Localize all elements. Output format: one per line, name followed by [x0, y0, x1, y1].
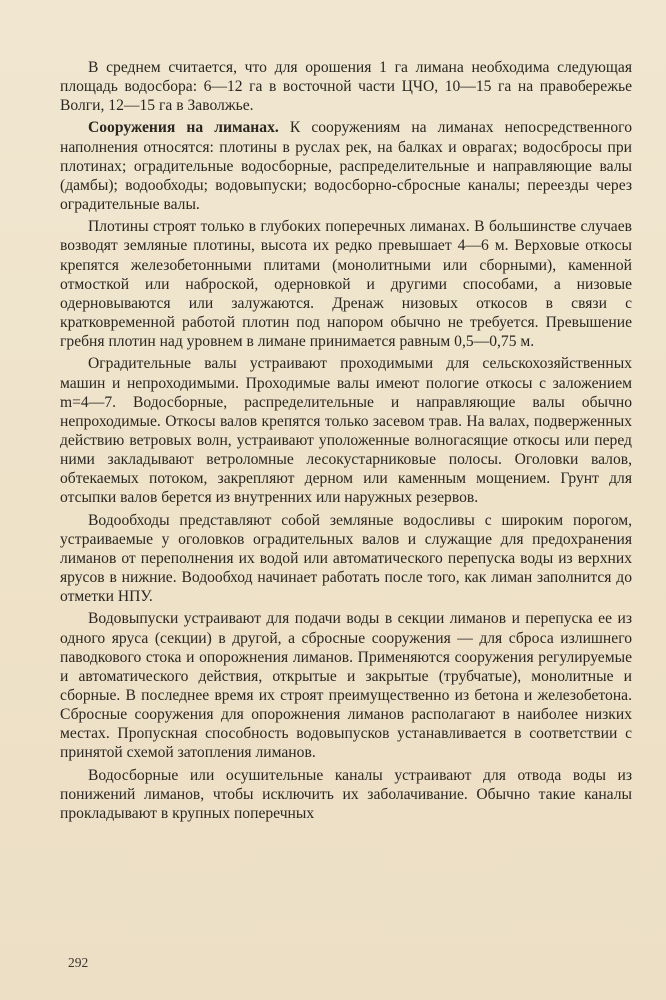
section-heading: Сооружения на лиманах.: [88, 119, 279, 137]
paragraph-1-text: В среднем считается, что для орошения 1 га лимана необходима следующая площадь водосбора: 6—12 га в восточной части ЦЧО, 10—15 га на правобережье Волги, 12—15 га в Заволжье.: [60, 59, 632, 115]
paragraph-7-text: Водосборные или осушительные каналы устраивают для отвода воды из понижений лиманов, чтобы исключить их заболачивание. Обычно такие каналы прокладывают в крупных поперечных: [60, 766, 632, 822]
paragraph-7: [60, 766, 632, 823]
page-number: 292: [68, 955, 89, 970]
paragraph-6: [60, 609, 632, 762]
paragraph-3-text: Плотины строят только в глубоких поперечных лиманах. В большинстве случаев возводят земляные плотины, высота их редко превышает 4—6 м. Верховые откосы крепятся железобетонными плитами (монолитными или сборными), каменной отмосткой или наброской, одерновкой и другими способами, а низовые одерновываются или залужаются. Дренаж низовых откосов в связи с кратковременной работой плотин под напором обычно не требуется. Превышение гребня плотин над уровнем в лимане принимается равным 0,5—0,75 м.: [60, 218, 632, 351]
paragraph-2: [60, 118, 632, 214]
paragraph-4: [60, 354, 632, 507]
paragraph-6-text: Водовыпуски устраивают для подачи воды в секции лиманов и перепуска ее из одного яруса (секции) в другой, а сбросные сооружения — для сброса излишнего паводкового стока и опорожнения лиманов. Применяются сооружения регулируемые и автоматического действия, открытые и закрытые (трубчатые), монолитные и сборные. В последнее время их строят преимущественно из бетона и железобетона. Сбросные сооружения для опорожнения лиманов располагают в наиболее низких местах. Пропускная способность водовыпусков устанавливается в соответствии с принятой схемой затопления лиманов.: [60, 610, 632, 762]
paragraph-2-text: К сооружениям на лиманах непосредственного наполнения относятся: плотины в руслах рек, на балках и оврагах; водосбросы при плотинах; оградительные водосборные, распределительные и направляющие валы (дамбы); водообходы; водовыпуски; водосборно-сбросные каналы; переезды через оградительные валы.: [60, 119, 632, 214]
paragraph-4-text: Оградительные валы устраивают проходимыми для сельскохозяйственных машин и непроходимыми. Проходимые валы имеют пологие откосы с заложением m=4—7. Водосборные, распределительные и направляющие валы обычно непроходимые. Откосы валов крепятся только засевом трав. На валах, подверженных действию ветровых волн, устраивают уположенные волногасящие откосы или перед ними закладывают ветроломные лесокустарниковые полосы. Оголовки валов, обтекаемых потоком, закрепляют дерном или каменным мощением. Грунт для отсыпки валов берется из внутренних или наружных резервов.: [60, 355, 632, 507]
paragraph-1: [60, 58, 632, 115]
body-text: [60, 58, 632, 823]
paragraph-5-text: Водообходы представляют собой земляные водосливы с широким порогом, устраиваемые у оголовков оградительных валов и служащие для предохранения лиманов от переполнения их водой или автоматического перепуска воды из верхних ярусов в нижние. Водообход начинает работать после того, как лиман заполнится до отметки НПУ.: [60, 511, 632, 606]
paragraph-3: [60, 217, 632, 351]
paragraph-5: [60, 511, 632, 607]
